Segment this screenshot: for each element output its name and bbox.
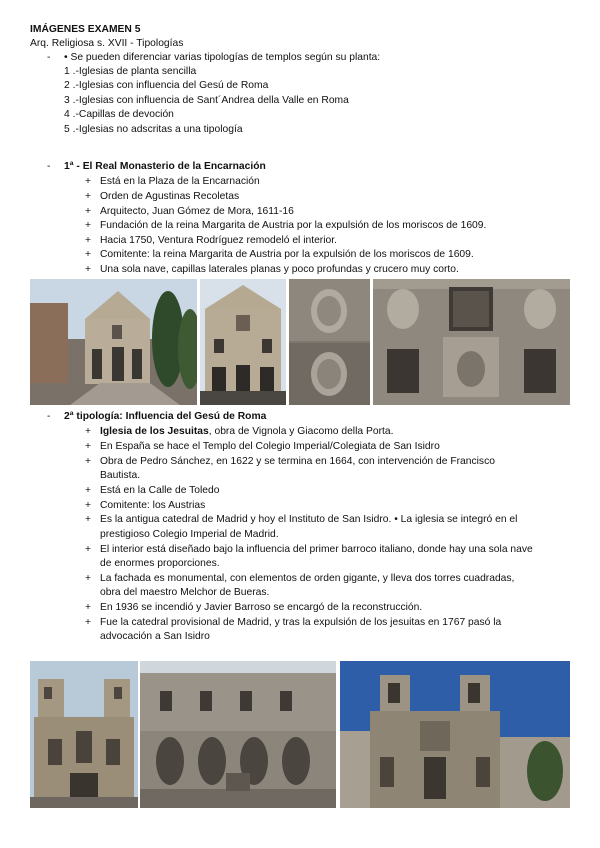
bullet-plus: + bbox=[85, 249, 92, 260]
intro-item: 5 .-Iglesias no adscritas a una tipología bbox=[64, 124, 243, 135]
bullet-plus: + bbox=[85, 602, 92, 613]
bullet-plus: + bbox=[85, 441, 92, 452]
section2-heading: 2ª tipología: Influencia del Gesú de Roma bbox=[64, 411, 267, 422]
bullet-plus: + bbox=[85, 235, 92, 246]
bullet-text: El interior está diseñado bajo la influencia del primer barroco italiano, donde hay una sola nave bbox=[100, 544, 533, 555]
intro-item: 1 .-Iglesias de planta sencilla bbox=[64, 66, 197, 77]
facade-detail-photo bbox=[373, 279, 570, 405]
bullet-text: Comitente: los Austrias bbox=[100, 500, 206, 511]
bullet-text-cont: Bautista. bbox=[100, 470, 141, 481]
bullet-text-cont: prestigioso Colegio Imperial de Madrid. bbox=[100, 529, 279, 540]
bullet-text: Es la antigua catedral de Madrid y hoy el Instituto de San Isidro. • La iglesia se integró en el bbox=[100, 514, 518, 525]
bullet-plus: + bbox=[85, 176, 92, 187]
bullet-text: Obra de Pedro Sánchez, en 1622 y se termina en 1664, con intervención de Francisco bbox=[100, 456, 495, 467]
bullet-text: Arquitecto, Juan Gómez de Mora, 1611-16 bbox=[100, 206, 294, 217]
bullet-bold-text: Iglesia de los Jesuitas bbox=[100, 426, 209, 437]
san-isidro-towers-photo bbox=[340, 661, 570, 808]
bullet-plus: + bbox=[85, 220, 92, 231]
bullet-plus: + bbox=[85, 573, 92, 584]
section1-dash: - bbox=[47, 161, 51, 172]
bullet-text: Está en la Calle de Toledo bbox=[100, 485, 220, 496]
bullet-plus: + bbox=[85, 544, 92, 555]
bullet-plus: + bbox=[85, 617, 92, 628]
bullet-plus: + bbox=[85, 485, 92, 496]
bullet-plus: + bbox=[85, 514, 92, 525]
bullet-plus: + bbox=[85, 500, 92, 511]
bullet-text-cont: de enormes proporciones. bbox=[100, 558, 220, 569]
san-isidro-facade-photo bbox=[30, 661, 138, 808]
bullet-rest-text: , obra de Vignola y Giacomo della Porta. bbox=[208, 426, 394, 437]
bullet-plus: + bbox=[85, 426, 92, 437]
bullet-text: Fue la catedral provisional de Madrid, y tras la expulsión de los jesuitas en 1767 pasó la bbox=[100, 617, 502, 628]
bullet-text-cont: obra del maestro Melchor de Bueras. bbox=[100, 587, 270, 598]
church-facade-photo bbox=[30, 279, 197, 405]
intro-dash: - bbox=[47, 52, 51, 63]
intro-item: 4 .-Capillas de devoción bbox=[64, 109, 174, 120]
page-title: IMÁGENES EXAMEN 5 bbox=[30, 24, 141, 35]
section1-heading: 1ª - El Real Monasterio de la Encarnación bbox=[64, 161, 266, 172]
bullet-text: Orden de Agustinas Recoletas bbox=[100, 191, 240, 202]
intro-item: 3 .-Iglesias con influencia de Sant´Andrea della Valle en Roma bbox=[64, 95, 349, 106]
bullet-text: Una sola nave, capillas laterales planas y poco profundas y crucero muy corto. bbox=[100, 264, 459, 275]
bullet-text: Está en la Plaza de la Encarnación bbox=[100, 176, 260, 187]
bullet-text: La fachada es monumental, con elementos de orden gigante, y lleva dos torres cuadradas, bbox=[100, 573, 515, 584]
bullet-plus: + bbox=[85, 456, 92, 467]
bullet-text: Fundación de la reina Margarita de Austria por la expulsión de los moriscos de 1609. bbox=[100, 220, 487, 231]
intro-lead: • Se pueden diferenciar varias tipologías de templos según su planta: bbox=[64, 52, 381, 63]
bullet-text bbox=[100, 425, 393, 438]
church-front-photo bbox=[200, 279, 286, 405]
bullet-plus: + bbox=[85, 191, 92, 202]
cloister-courtyard-photo bbox=[140, 661, 336, 808]
section2-dash: - bbox=[47, 411, 51, 422]
bullet-plus: + bbox=[85, 264, 92, 275]
bullet-text-cont: advocación a San Isidro bbox=[100, 631, 210, 642]
bullet-plus: + bbox=[85, 206, 92, 217]
coat-of-arms-photo bbox=[289, 279, 370, 405]
intro-item: 2 .-Iglesias con influencia del Gesú de Roma bbox=[64, 80, 269, 91]
bullet-text: En 1936 se incendió y Javier Barroso se encargó de la reconstrucción. bbox=[100, 602, 423, 613]
page-subtitle: Arq. Religiosa s. XVII - Tipologías bbox=[30, 38, 184, 49]
bullet-text: En España se hace el Templo del Colegio Imperial/Colegiata de San Isidro bbox=[100, 441, 440, 452]
bullet-text: Hacia 1750, Ventura Rodríguez remodeló el interior. bbox=[100, 235, 337, 246]
bullet-text: Comitente: la reina Margarita de Austria por la expulsión de los moriscos de 1609. bbox=[100, 249, 474, 260]
